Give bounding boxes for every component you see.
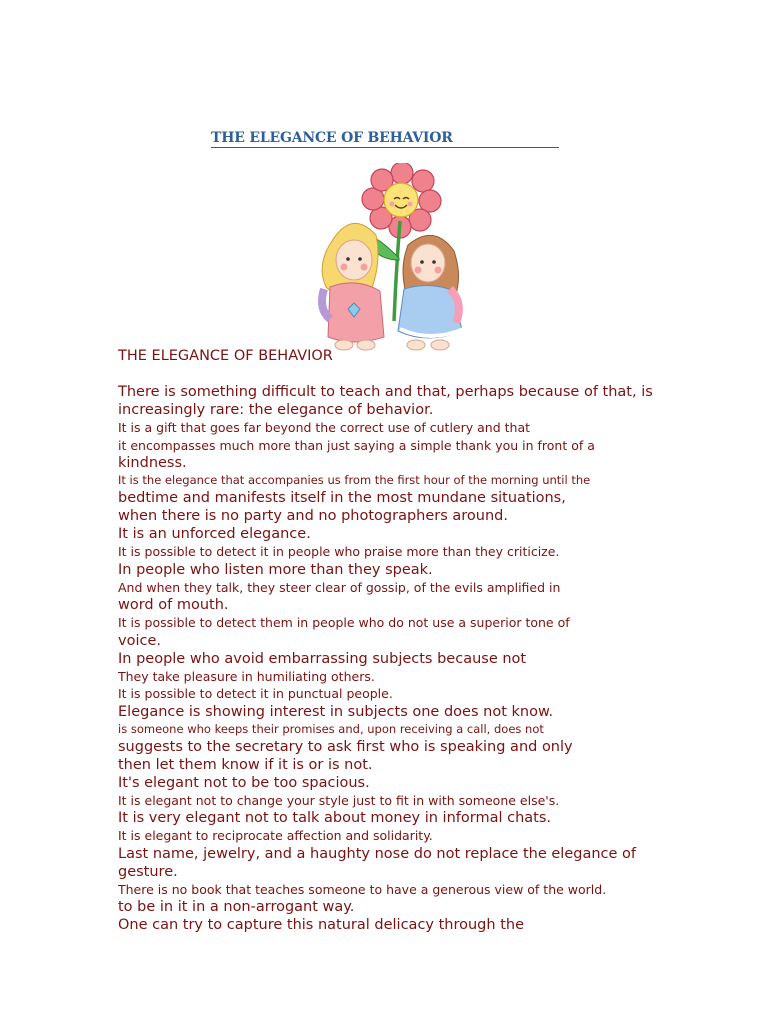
paragraph-line: voice. bbox=[118, 632, 161, 649]
paragraph-line: It is possible to detect them in people who do not use a superior tone of bbox=[118, 615, 570, 630]
paragraph-line: to be in it in a non-arrogant way. bbox=[118, 899, 355, 915]
paragraph-line: It is possible to detect it in punctual people. bbox=[118, 686, 393, 701]
paragraph-line: It's elegant not to be too spacious. bbox=[118, 774, 370, 791]
paragraph-line: It is very elegant not to talk about money in informal chats. bbox=[118, 810, 552, 826]
paragraph-line: kindness. bbox=[118, 455, 187, 471]
paragraph-line: It is an unforced elegance. bbox=[118, 526, 311, 542]
paragraph-line: They take pleasure in humiliating others. bbox=[118, 668, 375, 684]
paragraph-line: Last name, jewelry, and a haughty nose do not replace the elegance of bbox=[118, 845, 636, 862]
paragraph-line: is someone who keeps their promises and, upon receiving a call, does not bbox=[118, 721, 544, 736]
paragraph-line: There is something difficult to teach and that, perhaps because of that, is bbox=[118, 384, 653, 400]
paragraph-line: One can try to capture this natural delicacy through the bbox=[118, 917, 524, 933]
paragraph-line: when there is no party and no photographers around. bbox=[118, 508, 508, 524]
paragraph-line: gesture. bbox=[118, 863, 178, 880]
paragraph-line: It is a gift that goes far beyond the correct use of cutlery and that bbox=[118, 420, 530, 435]
paragraph-line: suggests to the secretary to ask first who is speaking and only bbox=[118, 738, 573, 755]
right-girl-icon bbox=[398, 235, 464, 350]
paragraph-line: Elegance is showing interest in subjects one does not know. bbox=[118, 703, 554, 720]
paragraph-line: In people who listen more than they speak. bbox=[118, 561, 433, 578]
body-title: THE ELEGANCE OF BEHAVIOR bbox=[118, 348, 333, 364]
paragraph-line: increasingly rare: the elegance of behavior. bbox=[118, 402, 434, 418]
paragraph-line: then let them know if it is or is not. bbox=[118, 756, 373, 773]
paragraph-line: There is no book that teaches someone to have a generous view of the world. bbox=[118, 881, 607, 897]
two-girls-holding-smiling-flower-illustration bbox=[310, 163, 470, 355]
paragraph-line: word of mouth. bbox=[118, 597, 229, 613]
left-girl-icon bbox=[322, 223, 384, 350]
paragraph-line: It is elegant to reciprocate affection and solidarity. bbox=[118, 828, 433, 843]
paragraph-line: it encompasses much more than just saying a simple thank you in front of a bbox=[118, 437, 595, 453]
paragraph-line: bedtime and manifests itself in the most mundane situations, bbox=[118, 490, 566, 506]
paragraph-line: It is possible to detect it in people who praise more than they criticize. bbox=[118, 544, 560, 559]
paragraph-line: And when they talk, they steer clear of gossip, of the evils amplified in bbox=[118, 579, 561, 595]
paragraph-line: It is elegant not to change your style just to fit in with someone else's. bbox=[118, 792, 560, 808]
paragraph-line: In people who avoid embarrassing subjects because not bbox=[118, 650, 527, 667]
document-body bbox=[118, 347, 678, 934]
document-header-title: THE ELEGANCE OF BEHAVIOR bbox=[211, 130, 559, 148]
paragraph-line: It is the elegance that accompanies us from the first hour of the morning until the bbox=[118, 473, 591, 487]
